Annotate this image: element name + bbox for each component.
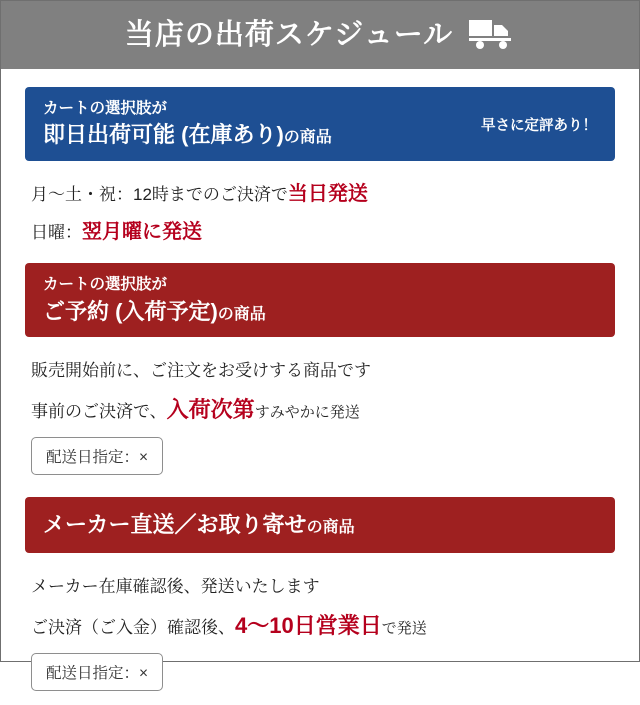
banner-note: 早さに定評あり！ xyxy=(481,117,597,134)
banner-immediate-shipping xyxy=(25,87,615,161)
banner-title xyxy=(43,297,266,327)
detail-line xyxy=(31,605,609,647)
detail-highlight: 翌月曜に発送 xyxy=(82,221,202,244)
detail-highlight: 当日発送 xyxy=(287,183,368,206)
banner-title-main: ご予約 (入荷予定) xyxy=(43,298,218,324)
detail-label: 事前のご決済で、 xyxy=(31,402,167,422)
banner-title xyxy=(43,120,332,150)
delivery-date-tag: 配送日指定：× xyxy=(31,653,163,691)
content-area xyxy=(1,69,639,705)
detail-line xyxy=(31,213,609,251)
banner-direct-shipping xyxy=(25,497,615,553)
banner-title-main: 即日出荷可能 (在庫あり) xyxy=(43,122,284,148)
detail-label: メーカー在庫確認後、発送いたします xyxy=(31,576,320,596)
banner-text-wrap xyxy=(43,274,266,326)
detail-line xyxy=(31,389,609,431)
banner-title-main: メーカー直送／お取り寄せ xyxy=(43,512,307,538)
detail-line xyxy=(31,567,609,605)
detail-trailing: すみやかに発送 xyxy=(254,404,360,422)
page-header xyxy=(1,1,639,69)
banner-title-suffix: の商品 xyxy=(306,519,355,537)
detail-highlight: 入荷次第 xyxy=(166,397,255,423)
delivery-date-tag: 配送日指定：× xyxy=(31,437,163,475)
details-preorder xyxy=(25,337,615,479)
banner-preorder xyxy=(25,263,615,337)
detail-label: 販売開始前に、ご注文をお受けする商品です xyxy=(31,361,371,381)
banner-subtitle: カートの選択肢が xyxy=(43,276,168,294)
detail-highlight: 4～10日営業日 xyxy=(235,612,382,638)
details-immediate-shipping xyxy=(25,161,615,255)
detail-label: ご決済（ご入金）確認後、 xyxy=(31,617,235,637)
banner-title-suffix: の商品 xyxy=(283,129,332,147)
page-title: 当店の出荷スケジュール xyxy=(124,18,454,51)
details-direct-shipping xyxy=(25,553,615,695)
banner-title xyxy=(43,510,355,540)
detail-label: 月～土・祝：12時までのご決済で xyxy=(31,185,288,205)
detail-label: 日曜： xyxy=(31,223,82,243)
detail-line xyxy=(31,175,609,213)
detail-trailing: で発送 xyxy=(381,619,427,637)
detail-line xyxy=(31,351,609,389)
delivery-truck-icon xyxy=(467,16,515,55)
banner-subtitle: カートの選択肢が xyxy=(43,100,168,117)
banner-title-suffix: の商品 xyxy=(217,305,266,323)
banner-text-wrap xyxy=(43,98,332,150)
banner-text-wrap xyxy=(43,510,355,540)
